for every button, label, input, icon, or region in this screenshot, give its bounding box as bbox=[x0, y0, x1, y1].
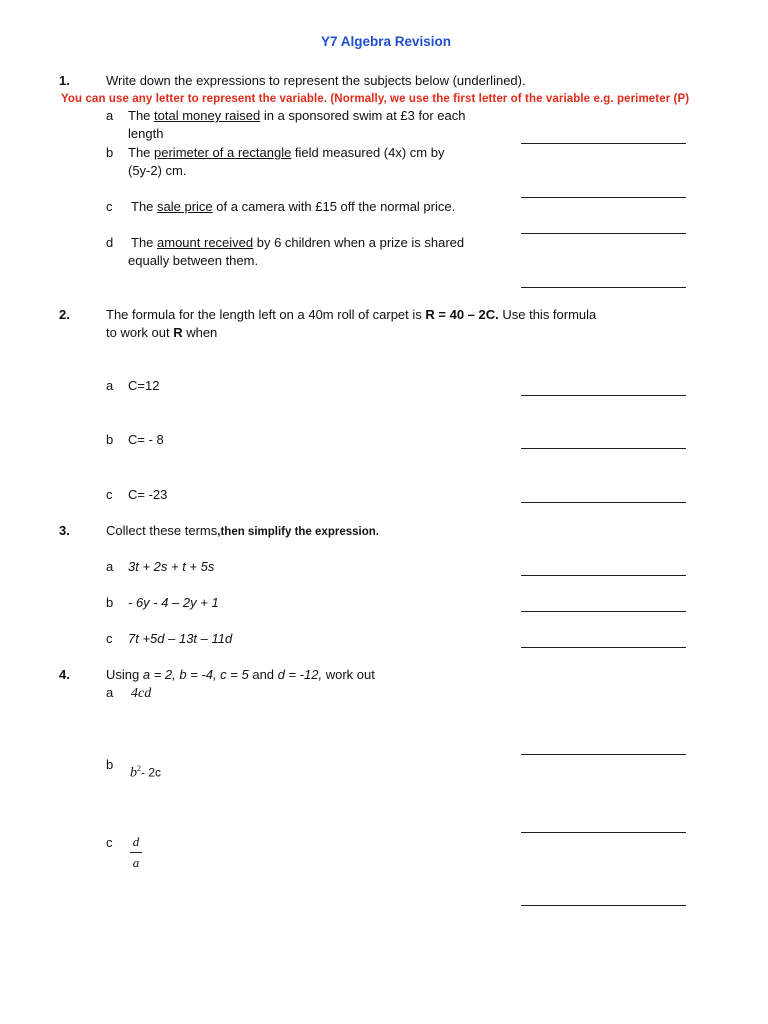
q3a-answer-line[interactable] bbox=[521, 575, 686, 576]
q3-number: 3. bbox=[59, 523, 70, 538]
q1a-post: in a sponsored swim at £3 for each bbox=[260, 108, 466, 123]
q1c-letter: c bbox=[106, 199, 113, 214]
q1d-answer-line[interactable] bbox=[521, 287, 686, 288]
q1b-pre: The bbox=[128, 145, 155, 160]
q4c-fraction-bar bbox=[130, 852, 142, 853]
q4b-rest: - 2c bbox=[141, 765, 162, 780]
q4b-letter: b bbox=[106, 757, 114, 772]
q3-text-small: ,then simplify the expression. bbox=[217, 526, 379, 538]
q3c-letter: c bbox=[106, 631, 113, 646]
q4c-fraction bbox=[130, 834, 142, 871]
q2-text-pre: The formula for the length left on a 40m roll of carpet is bbox=[106, 307, 426, 322]
q1a-line2: length bbox=[128, 126, 164, 141]
q4a-letter: a bbox=[106, 685, 114, 700]
q2a-answer-line[interactable] bbox=[521, 395, 686, 396]
q2-line2-bold: R bbox=[173, 325, 183, 340]
q2b-letter: b bbox=[106, 432, 114, 447]
q1d-line2: equally between them. bbox=[128, 253, 259, 268]
q1d-post: by 6 children when a prize is shared bbox=[253, 235, 465, 250]
q3c-text: 7t +5d – 13t – 11d bbox=[128, 631, 233, 646]
q3b-text: - 6y - 4 – 2y + 1 bbox=[128, 595, 219, 610]
q4b-answer-line[interactable] bbox=[521, 832, 686, 833]
q2-text-post: Use this formula bbox=[498, 307, 597, 322]
q1a-text bbox=[128, 107, 465, 125]
q4-text bbox=[106, 666, 375, 684]
q1a-answer-line[interactable] bbox=[521, 143, 686, 144]
q1b-text bbox=[128, 144, 444, 162]
q2-text bbox=[106, 306, 596, 324]
q4a-expression: 4cd bbox=[131, 686, 152, 701]
q2a-letter: a bbox=[106, 378, 114, 393]
q1b-line2: (5y-2) cm. bbox=[128, 163, 187, 178]
q4b-base: b bbox=[130, 765, 137, 781]
q4b-expression bbox=[130, 760, 161, 782]
q3b-letter: b bbox=[106, 595, 114, 610]
q3-text bbox=[106, 522, 379, 541]
q1a-pre: The bbox=[128, 108, 155, 123]
q1c-text bbox=[131, 198, 455, 216]
q1d-text bbox=[131, 234, 464, 252]
q4c-letter: c bbox=[106, 835, 113, 850]
q2-text-line2 bbox=[106, 324, 217, 342]
q4-text-post: work out bbox=[322, 667, 375, 682]
q1b-post: field measured (4x) cm by bbox=[291, 145, 445, 160]
q1d-letter: d bbox=[106, 235, 114, 250]
q1a-letter: a bbox=[106, 108, 114, 123]
q3c-answer-line[interactable] bbox=[521, 647, 686, 648]
q1c-underlined: sale price bbox=[157, 199, 213, 214]
q4c-numerator: d bbox=[132, 834, 140, 849]
q1-number: 1. bbox=[59, 73, 70, 88]
q2-number: 2. bbox=[59, 307, 70, 322]
q2-line2-post: when bbox=[182, 325, 218, 340]
q4-text-pre: Using bbox=[106, 667, 143, 682]
q2a-text: C=12 bbox=[128, 378, 160, 393]
q3b-answer-line[interactable] bbox=[521, 611, 686, 612]
q1b-answer-line[interactable] bbox=[521, 197, 686, 198]
q4b-exponent: 2 bbox=[137, 764, 141, 773]
q1-text: Write down the expressions to represent the subjects below (underlined). bbox=[106, 73, 526, 88]
page-title: Y7 Algebra Revision bbox=[321, 34, 452, 49]
q4-values2: d = -12, bbox=[277, 667, 323, 682]
q4-text-mid: and bbox=[248, 667, 278, 682]
q2-formula: R = 40 – 2C. bbox=[425, 307, 499, 322]
q1-note: You can use any letter to represent the variable. (Normally, we use the first letter of the variable e.g. perimeter (P) bbox=[61, 93, 690, 105]
q2b-answer-line[interactable] bbox=[521, 448, 686, 449]
q4-number: 4. bbox=[59, 667, 70, 682]
q1b-underlined: perimeter of a rectangle bbox=[154, 145, 292, 160]
q3a-letter: a bbox=[106, 559, 114, 574]
q1c-pre: The bbox=[131, 199, 158, 214]
q1c-answer-line[interactable] bbox=[521, 233, 686, 234]
q3-text-main: Collect these terms bbox=[106, 523, 218, 538]
q4c-answer-line[interactable] bbox=[521, 905, 686, 906]
q1c-post: of a camera with £15 off the normal price. bbox=[212, 199, 456, 214]
q2c-letter: c bbox=[106, 487, 113, 502]
q2-line2-pre: to work out bbox=[106, 325, 174, 340]
q4-values: a = 2, b = -4, c = 5 bbox=[142, 667, 249, 682]
q1d-pre: The bbox=[131, 235, 158, 250]
q2b-text: C= - 8 bbox=[128, 432, 164, 447]
q1a-underlined: total money raised bbox=[154, 108, 261, 123]
q4c-denominator: a bbox=[132, 855, 140, 870]
q3a-text: 3t + 2s + t + 5s bbox=[128, 559, 215, 574]
q1b-letter: b bbox=[106, 145, 114, 160]
q1d-underlined: amount received bbox=[157, 235, 254, 250]
q4a-answer-line[interactable] bbox=[521, 754, 686, 755]
q2c-text: C= -23 bbox=[128, 487, 168, 502]
q2c-answer-line[interactable] bbox=[521, 502, 686, 503]
